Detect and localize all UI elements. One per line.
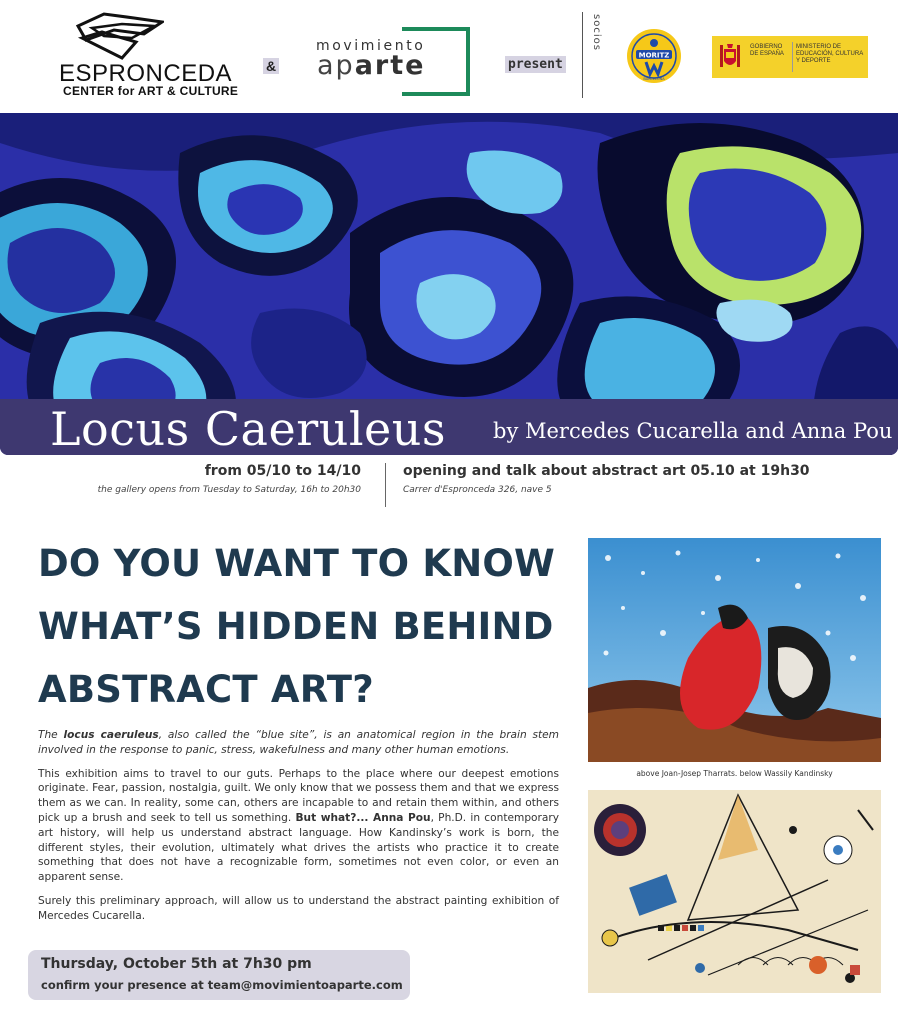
headline (38, 532, 578, 721)
closing-paragraph: Surely this preliminary approach, will allow us to understand the abstract painting exhibition of Mercedes Cucarella. (38, 894, 559, 922)
rsvp-email[interactable]: confirm your presence at team@movimientoaparte.com (41, 978, 403, 992)
headline-line-2: WHAT’S HIDDEN BEHIND (38, 605, 554, 648)
body-copy (38, 728, 559, 933)
header-logos (0, 0, 898, 110)
exhibition-title: Locus Caeruleus (50, 402, 446, 456)
event-box (28, 950, 410, 1000)
ampersand: & (263, 58, 279, 74)
gobierno-logo (712, 36, 868, 78)
opening-info: opening and talk about abstract art 05.10 at 19h30 (403, 463, 810, 479)
espronceda-name: ESPRONCEDA (59, 60, 233, 87)
socios-label: socios (591, 14, 602, 51)
moritz-city: BARCELONA (643, 77, 665, 81)
dates-divider (385, 463, 386, 507)
date-range: from 05/10 to 14/10 (204, 463, 361, 479)
present-label: present (505, 56, 566, 73)
movimiento-text: movimiento (316, 38, 426, 54)
kandinsky-painting-icon (588, 790, 881, 993)
espronceda-logo-icon (74, 12, 164, 60)
header-divider (582, 12, 583, 98)
exhibition-paragraph: This exhibition aims to travel to our guts. Perhaps to the place where our deepest emotions originate. Fear, passion, nostalgia, guilt. We only know that we possess them and that we express them as we can. In reality, some can, others are incapable to and retain them within, and others pick up a brush and seek to tell us something. But what?... Anna Pou, Ph.D. in contemporary art history, will help us understand abstract language. How Kandinsky’s work is born, the different styles, their evolution, ultimately what drives the artists who practice it to create something that does not have a recognizable form, sometimes not even color, or even an apparent sense. (38, 767, 559, 884)
tharrats-painting-icon (588, 538, 881, 762)
tharrats-painting (588, 538, 881, 762)
intro-paragraph: The locus caeruleus, also called the “blue site”, is an anatomical region in the brain stem involved in the response to panic, stress, wakefulness and many other human emotions. (38, 729, 559, 756)
gobierno-text: GOBIERNO DE ESPAÑA (750, 44, 784, 57)
spain-shield-icon (718, 41, 742, 71)
exhibition-byline: by Mercedes Cucarella and Anna Pou (493, 419, 893, 443)
gobierno-divider (792, 42, 793, 72)
gallery-address: Carrer d'Espronceda 326, nave 5 (403, 485, 552, 495)
headline-line-1: DO YOU WANT TO KNOW (38, 542, 556, 585)
headline-line-3: ABSTRACT ART? (38, 668, 374, 711)
espronceda-subtitle: CENTER for ART & CULTURE (63, 84, 239, 98)
image-caption: above Joan-Josep Tharrats. below Wassily Kandinsky (636, 769, 833, 778)
aparte-text: aparte (317, 50, 426, 81)
gallery-hours: the gallery opens from Tuesday to Saturday, 16h to 20h30 (97, 485, 361, 495)
aparte-frame-icon (402, 27, 470, 96)
moritz-text: MORITZ (638, 51, 670, 60)
event-date: Thursday, October 5th at 7h30 pm (41, 956, 312, 972)
ministerio-text: MINISTERIO DE EDUCACIÓN, CULTURA Y DEPORTE (796, 44, 863, 64)
kandinsky-painting (588, 790, 881, 993)
moritz-logo-icon (626, 28, 682, 84)
